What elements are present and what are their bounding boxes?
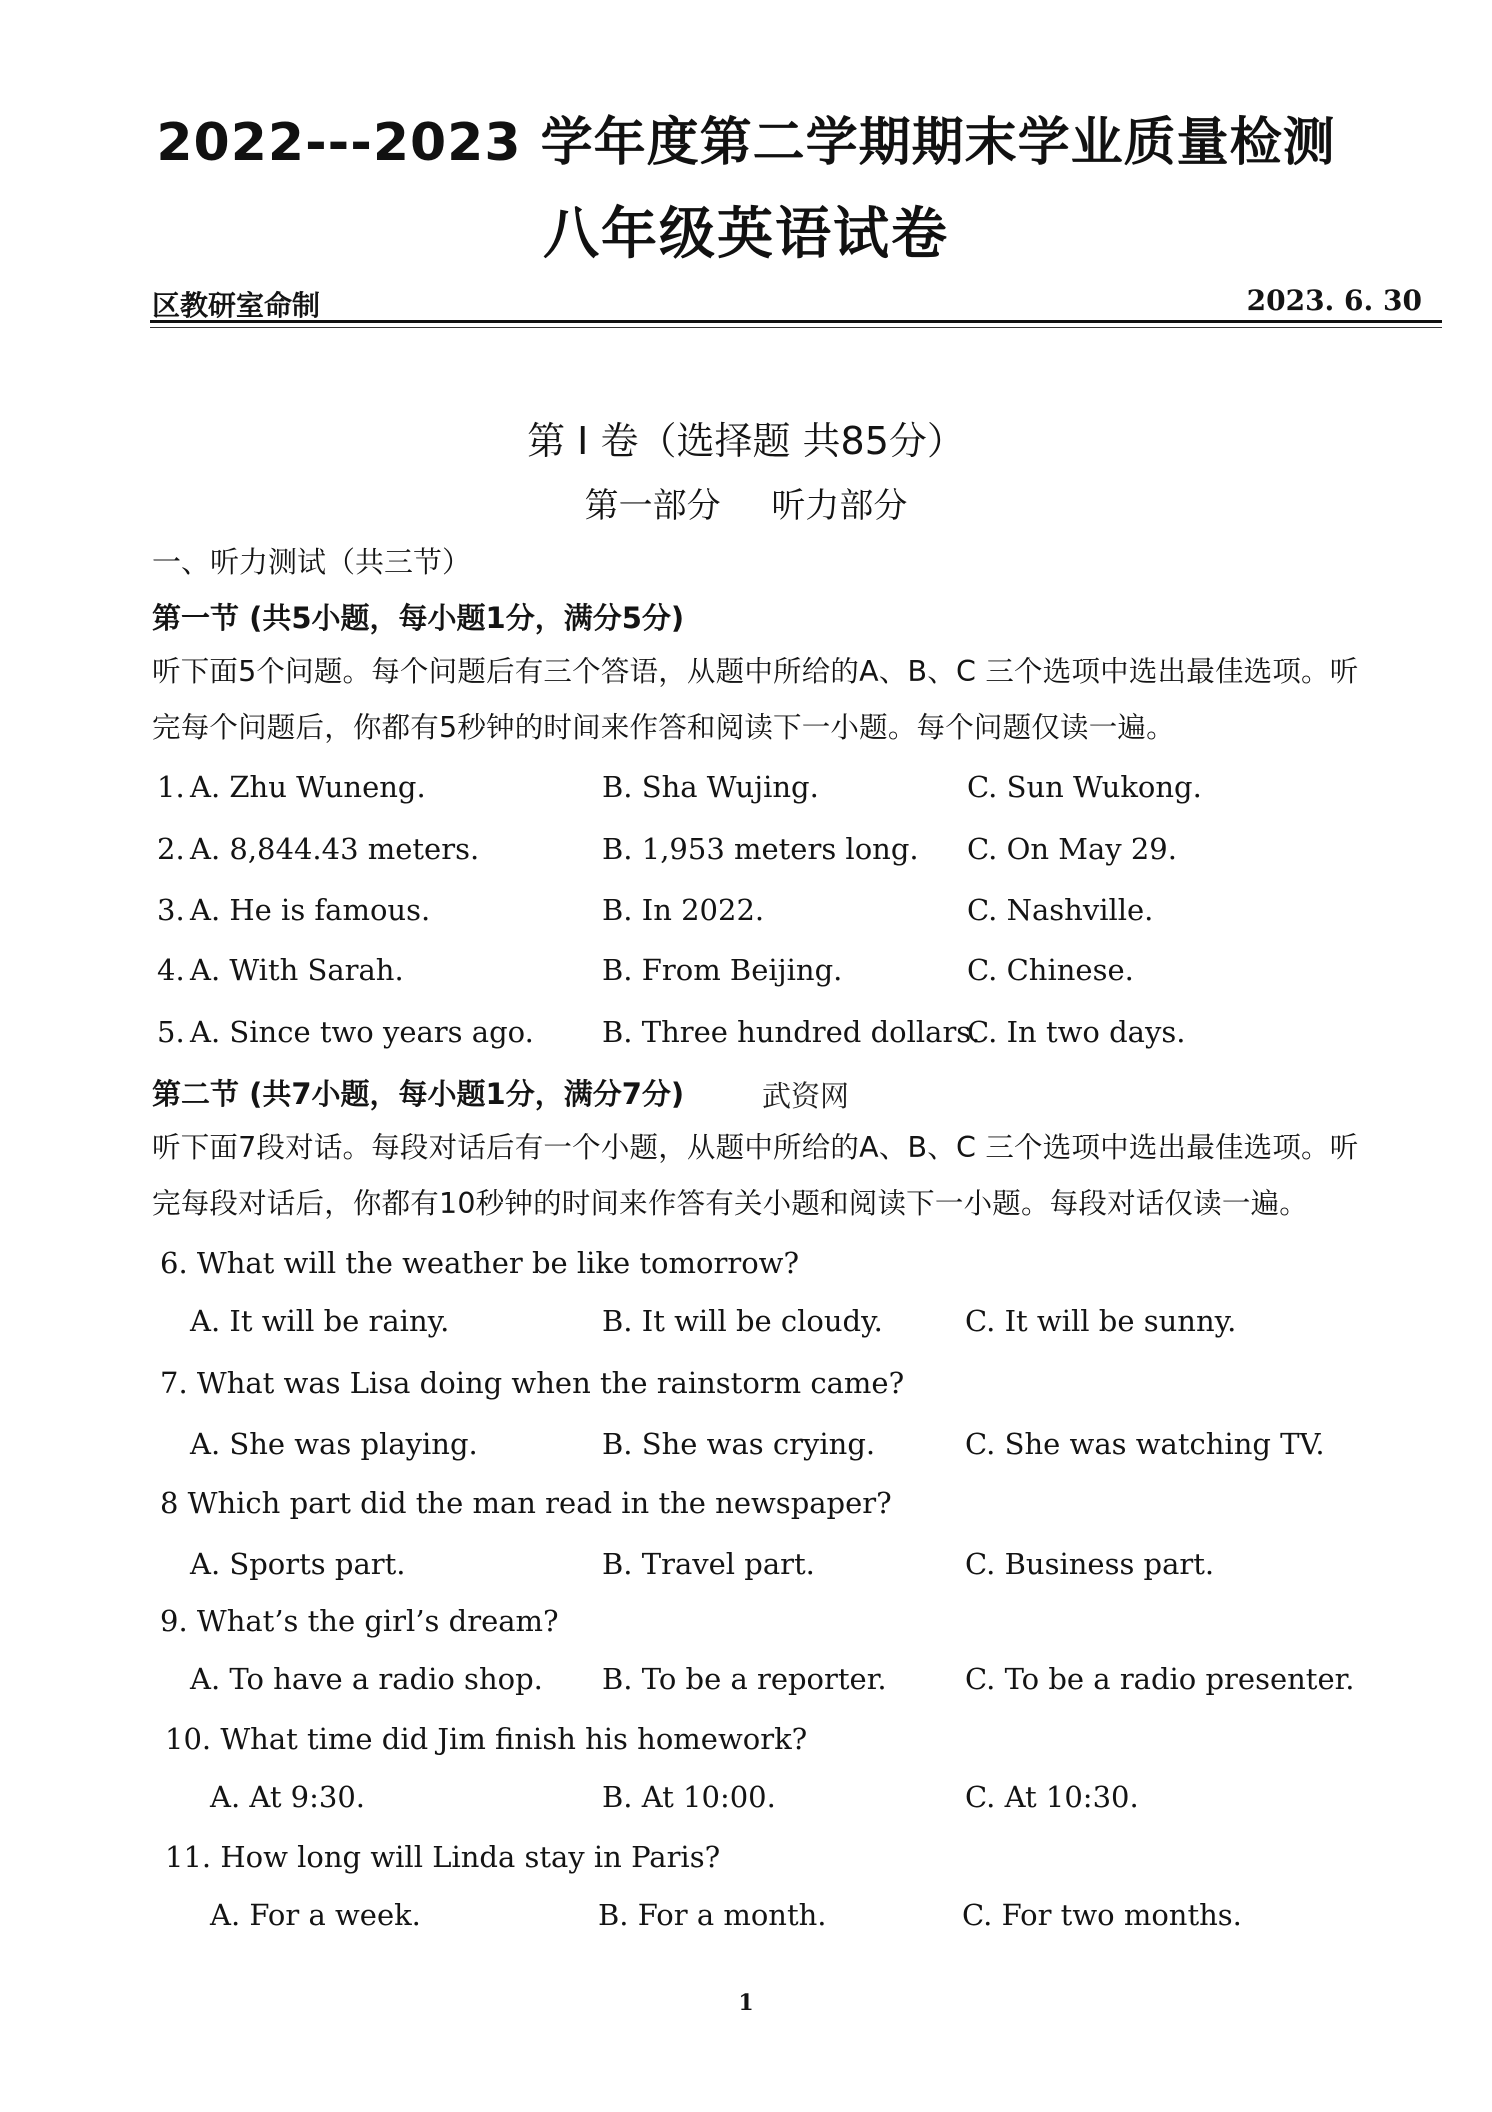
option-a: A. With Sarah. — [190, 953, 404, 987]
option-a: A. 8,844.43 meters. — [190, 832, 480, 866]
option-c: C. Business part. — [965, 1547, 1215, 1581]
section1-heading: 第一节 (共5小题，每小题1分，满分5分) — [152, 601, 685, 635]
option-b: B. To be a reporter. — [602, 1662, 887, 1696]
option-c: C. In two days. — [967, 1015, 1186, 1049]
list-item — [0, 832, 1492, 876]
option-a: A. Zhu Wuneng. — [190, 770, 426, 804]
question-text: 7. What was Lisa doing when the rainstorm came? — [160, 1366, 905, 1400]
options-row — [0, 1898, 1492, 1942]
option-a: A. Sports part. — [190, 1547, 406, 1581]
section2-instructions — [152, 1120, 1452, 1232]
options-row — [0, 1427, 1492, 1471]
instruction-line: 完每个问题后，你都有5秒钟的时间来作答和阅读下一小题。每个问题仅读一遍。 — [152, 711, 1175, 744]
options-row — [0, 1304, 1492, 1348]
issuer: 区教研室命制 — [152, 289, 321, 322]
option-b: B. Travel part. — [602, 1547, 815, 1581]
option-c: C. She was watching TV. — [965, 1427, 1325, 1461]
section-heading: 一、听力测试（共三节） — [152, 545, 472, 579]
option-c: C. For two months. — [962, 1898, 1242, 1932]
option-c: C. Chinese. — [967, 953, 1134, 987]
option-b: B. For a month. — [598, 1898, 827, 1932]
option-c: C. Nashville. — [967, 893, 1154, 927]
list-item — [0, 953, 1492, 997]
option-a: A. He is famous. — [190, 893, 431, 927]
item-number: 3. — [157, 893, 185, 927]
page-number: 1 — [738, 1990, 754, 2016]
options-row — [0, 1662, 1492, 1706]
option-b: B. Sha Wujing. — [602, 770, 819, 804]
instruction-line: 完每段对话后，你都有10秒钟的时间来作答有关小题和阅读下一小题。每段对话仅读一遍。 — [152, 1187, 1308, 1220]
option-c: C. To be a radio presenter. — [965, 1662, 1355, 1696]
watermark-text: 武资网 — [762, 1079, 850, 1113]
option-c: C. It will be sunny. — [965, 1304, 1237, 1338]
options-row — [0, 1547, 1492, 1591]
option-c: C. On May 29. — [967, 832, 1177, 866]
header-rule-thin — [150, 327, 1442, 328]
list-item — [0, 893, 1492, 937]
item-number: 5. — [157, 1015, 185, 1049]
option-b: B. Three hundred dollars. — [602, 1015, 981, 1049]
instruction-line: 听下面7段对话。每段对话后有一个小题，从题中所给的A、B、C 三个选项中选出最佳选项。听 — [152, 1131, 1359, 1164]
header-rule-thick — [150, 320, 1442, 323]
volume-title: 第 I 卷（选择题 共85分） — [527, 419, 965, 463]
question-text: 11. How long will Linda stay in Paris? — [165, 1840, 721, 1874]
item-number: 4. — [157, 953, 185, 987]
option-a: A. For a week. — [210, 1898, 421, 1932]
section1-instructions — [152, 644, 1452, 756]
question-text: 8 Which part did the man read in the newspaper? — [160, 1486, 892, 1520]
option-b: B. 1,953 meters long. — [602, 832, 919, 866]
option-a: A. At 9:30. — [210, 1780, 366, 1814]
option-b: B. From Beijing. — [602, 953, 843, 987]
option-b: B. In 2022. — [602, 893, 765, 927]
issuer-date-line — [152, 284, 1442, 324]
question-text: 9. What’s the girl’s dream? — [160, 1604, 559, 1638]
list-item — [0, 1015, 1492, 1059]
instruction-line: 听下面5个问题。每个问题后有三个答语，从题中所给的A、B、C 三个选项中选出最佳选项。听 — [152, 655, 1359, 688]
option-a: A. Since two years ago. — [190, 1015, 534, 1049]
question-text: 6. What will the weather be like tomorrow? — [160, 1246, 800, 1280]
option-b: B. At 10:00. — [602, 1780, 776, 1814]
option-c: C. Sun Wukong. — [967, 770, 1202, 804]
option-b: B. It will be cloudy. — [602, 1304, 883, 1338]
question-text: 10. What time did Jim finish his homework? — [165, 1722, 808, 1756]
part-title: 第一部分 听力部分 — [584, 486, 908, 526]
option-a: A. To have a radio shop. — [190, 1662, 543, 1696]
option-b: B. She was crying. — [602, 1427, 876, 1461]
option-a: A. She was playing. — [190, 1427, 478, 1461]
section2-heading: 第二节 (共7小题，每小题1分，满分7分) — [152, 1077, 685, 1111]
item-number: 1. — [157, 770, 185, 804]
list-item — [0, 770, 1492, 814]
exam-title: 2022---2023 学年度第二学期期末学业质量检测 — [156, 113, 1336, 173]
exam-subtitle: 八年级英语试卷 — [543, 202, 949, 267]
options-row — [0, 1780, 1492, 1824]
exam-date: 2023. 6. 30 — [1246, 284, 1422, 317]
item-number: 2. — [157, 832, 185, 866]
option-a: A. It will be rainy. — [190, 1304, 450, 1338]
option-c: C. At 10:30. — [965, 1780, 1139, 1814]
